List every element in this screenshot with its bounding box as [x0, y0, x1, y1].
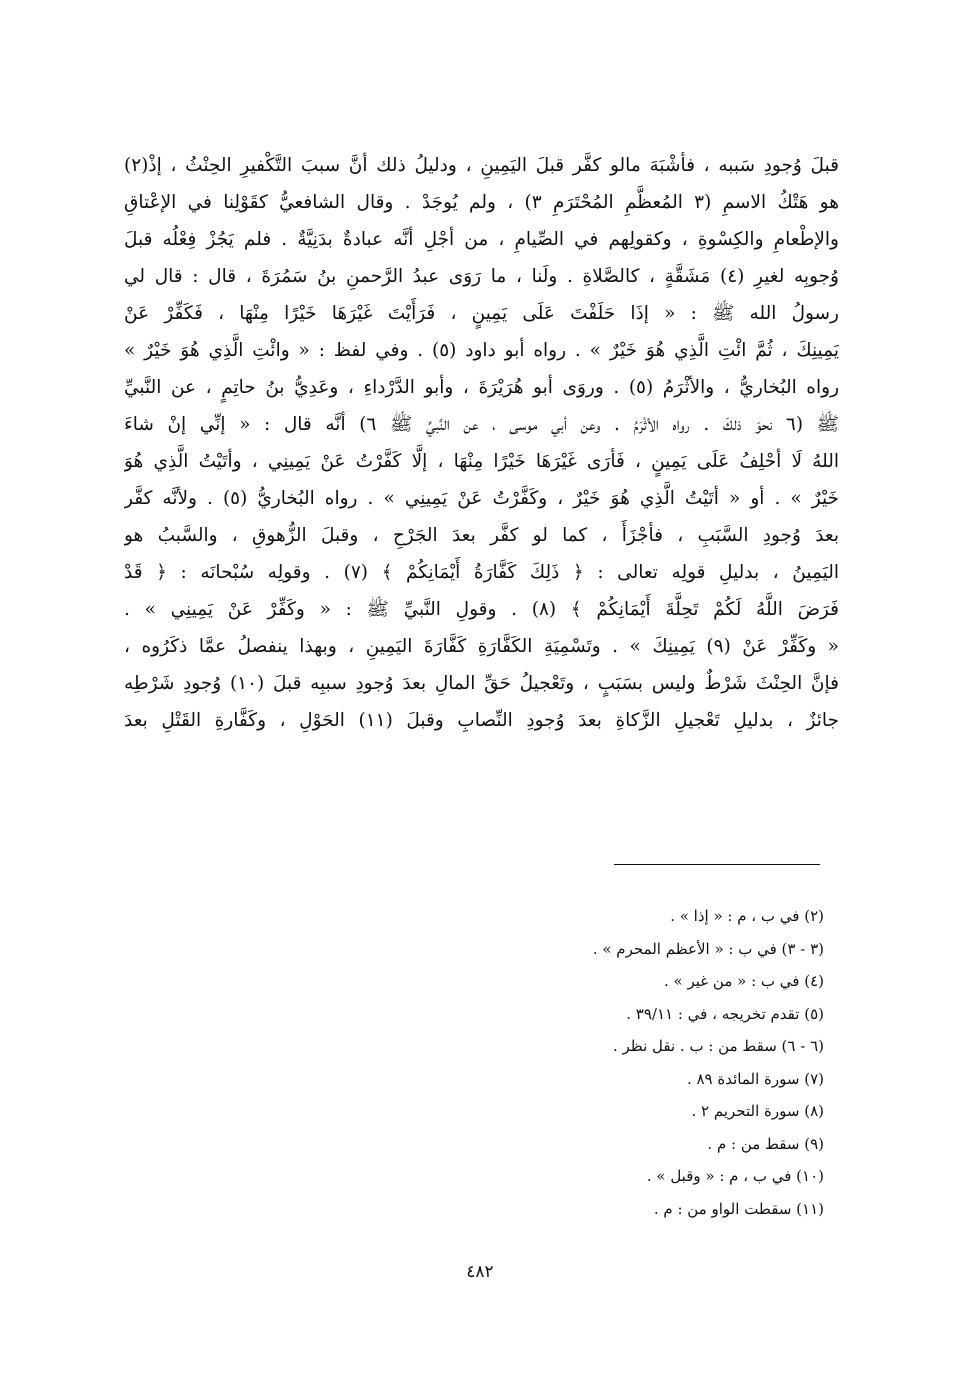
- text-line: فَرَضَ اللَّهُ لَكُمْ تَحِلَّةَ أَيْمَانِكُمْ ﴾ (٨) . وقولِ النَّبيِّ ﷺ : « وكَفِّرْ عَنْ يَمِينِي » .: [124, 599, 839, 620]
- text-line: خَيْرٌ » . أو « أتَيْتُ الَّذِي هُوَ خَيْرٌ ، وكَفَّرْتُ عَنْ يَمِينِي » . رواه البُخاريُّ (٥) . ولأنَّه كفَّر: [124, 488, 839, 509]
- text-line: اللهُ لَا أحْلِفُ عَلَى يَمِينٍ ، فَأرَى غَيْرَهَا خَيْرًا مِنْهَا ، إلَّا كَفَّرْتُ عَنْ يَمِينِي ، وأتَيْتُ الَّذِي هُوَ: [124, 451, 839, 472]
- footnote: (٧) سورة المائدة ٨٩ .: [686, 1069, 824, 1088]
- text-line: يَمِينِكَ ، ثُمَّ ائْتِ الَّذِي هُوَ خَيْرٌ » . رواه أبو داود (٥) . وفي لفظ : « وائْتِ الَّذِي هُوَ خَيْرٌ »: [124, 340, 839, 361]
- text-line: قبلَ وُجودِ سَببه ، فأشْبَهَ مالو كفَّر قبلَ اليَمِينِ ، ودليلُ ذلك أنَّ سببَ التَّكْفيرِ الحِنْثُ ، إذْ(٢): [124, 155, 839, 176]
- footnote: (٥) تقدم تخريجه ، في : ٣٩/١١ .: [626, 1004, 824, 1023]
- footnote: (٤) في ب : « من غير » .: [664, 972, 824, 990]
- footnote: (١١) سقطت الواو من : م .: [653, 1199, 824, 1218]
- footnote: (٦ - ٦) سقط من : ب . نقل نظر .: [612, 1037, 824, 1055]
- footnote: (٢) في ب ، م : « إذا » .: [670, 907, 824, 925]
- text-line: رسولُ الله ﷺ : « إذَا حَلَفْتَ عَلَى يَمِينٍ ، فَرَأَيْتَ غَيْرَهَا خَيْرًا مِنْهَا ، فَكَفِّرْ عَنْ: [124, 303, 839, 324]
- page-number: ٤٨٢: [466, 1262, 494, 1282]
- main-text-block: [124, 147, 839, 739]
- text-line: والإطْعامِ والكِسْوةِ ، وكقولِهم في الصِّيامِ ، من أجْلِ أنَّه عبادةٌ بدَنِيَّةٌ . فلم يَجُزْ فِعْلُه قبلَ: [124, 229, 839, 250]
- footnote: (٨) سورة التحريم ٢ .: [691, 1102, 824, 1120]
- footnote: (٩) سقط من : م .: [707, 1134, 824, 1153]
- text-line: رواه البُخاريُّ ، والأثْرَمُ (٥) . وروَى أبو هُرَيْرَةَ ، وأبو الدَّرْداءِ ، وعَدِيُّ بنُ حاتِمٍ ، عن النَّبيِّ: [124, 377, 839, 398]
- text-line: وُجوبِه لغيرِ (٤) مَشَقَّةٍ ، كالصَّلاةِ . ولَنا ، ما رَوَى عبدُ الرَّحمنِ بنُ سَمُرَةَ ، قال : قال لي: [124, 266, 839, 287]
- text-line: جائزٌ ، بدليلِ تَعْجيلِ الزَّكاةِ بعدَ وُجودِ النِّصابِ وقبلَ (١١) الحَوْلِ ، وكَفَّارةِ القَتْلِ بعدَ: [124, 710, 839, 731]
- text-line: بعدَ وُجودِ السَّبَبِ ، فأجْزَأَ ، كما لو كفَّر بعدَ الجَرْحِ ، وقبلَ الزُّهوقِ ، والسَّببُ هو: [124, 525, 839, 546]
- footnote: (١٠) في ب ، م : « وقبل » .: [646, 1167, 824, 1185]
- text-line: « وكَفِّرْ عَنْ (٩) يَمِينِكَ » . وتَسْمِيَةِ الكَفَّارَةِ كَفَّارَةَ اليَمِينِ ، وبهذا ينفصلُ عمَّا ذكَرُوه ،: [124, 636, 839, 657]
- footnote: (٣ - ٣) في ب : « الأعظم المحرم » .: [592, 939, 824, 958]
- footnotes-block: [404, 900, 824, 1225]
- text-line: ﷺ (٦ نحوَ ذلكَ . رواه الأثْرَمُ . وعن أبي موسى ، عن النَّبيِّ ﷺ ٦) أنَّه قال : « إنِّي إنْ شاءَ: [124, 414, 839, 435]
- text-line: فإنَّ الحِنْثَ شَرْطٌ وليس بسَبَبٍ ، وتَعْجيلُ حَقِّ المالِ بعدَ وُجودِ سببِه قبلَ (١٠) وُجودِ شَرْطِه: [124, 673, 839, 694]
- text-line: هو هَتْكُ الاسمِ (٣ المُعظَّمِ المُحْتَرَمِ ٣) ، ولم يُوجَدْ . وقال الشافعيُّ كقَوْلِنا في الإعْتاقِ: [124, 192, 839, 213]
- text-line: اليَمِينُ ، بدليلِ قولِه تعالى : ﴿ ذَلِكَ كَفَّارَةُ أَيْمَانِكُمْ ﴾ (٧) . وقولِه سُبْحانَه : ﴿ قَدْ: [124, 562, 839, 583]
- footnote-divider: [614, 864, 820, 865]
